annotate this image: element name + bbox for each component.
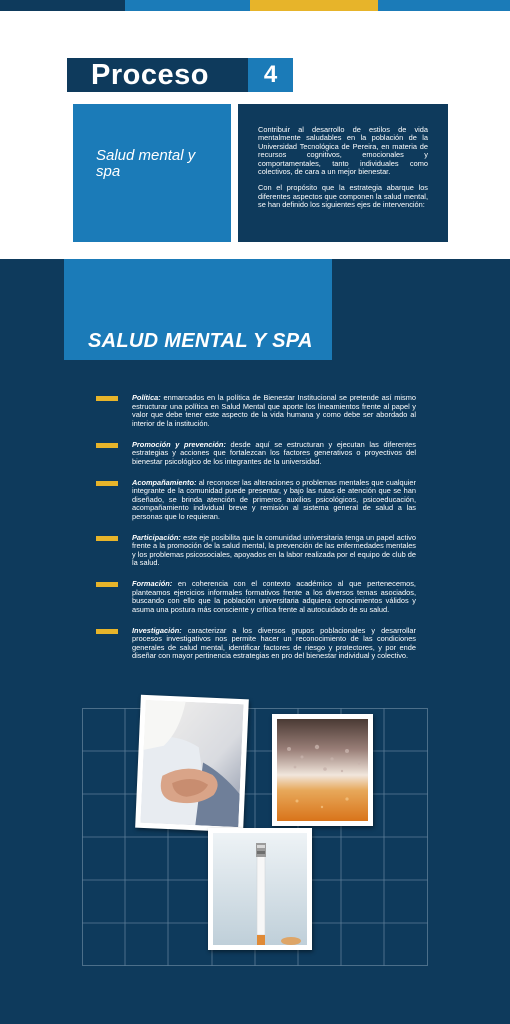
axis-text: desde aquí se estructuran y ejecutan las diferentes estrategias y acciones que fortalezcan los factores generativos o proyectivos del bienestar psicológico de los integrantes de la universidad. [132,439,416,466]
strip-segment-gold [250,0,378,11]
bullet-marker [96,536,118,541]
intro-paragraph-2: Con el propósito que la estrategia abarque los diferentes aspectos que componen la salud mental, se han definido los siguientes ejes de intervención: [258,183,428,210]
photo-cigarette [208,828,312,950]
hands-image [140,700,243,827]
bullet-marker [96,396,118,401]
bullet-marker [96,481,118,486]
bullet-marker [96,582,118,587]
list-item [96,534,416,568]
strip-segment-navy [0,0,125,11]
intervention-axes-list [96,394,416,661]
list-item [96,580,416,614]
list-item [96,441,416,467]
axis-text: en coherencia con el contexto académico al que pertenecemos, planteamos ejercicios informales formativos frente a los diversos temas asociados, buscando con ello que la población universitaria adquiera conocimientos válidos y asuma una postura más consciente y crítica frente al autocuidado de su salud. [132,579,416,614]
axis-text: enmarcados en la política de Bienestar Institucional se pretende así mismo estructurar una política en Salud Mental que aporte los lineamientos frente al papel y valor que debe tener este aspecto de la vida humana y como debe ser abordado al interior de la institución. [132,393,416,428]
page-title: Proceso [91,59,209,91]
top-color-strip [0,0,510,11]
section-title: SALUD MENTAL Y SPA [88,330,313,352]
strip-segment-blue-2 [378,0,510,11]
bullet-marker [96,443,118,448]
axis-term: Política: [132,393,161,402]
intro-paragraph-1: Contribuir al desarrollo de estilos de vida mentalmente saludables en la población de la Universidad Tecnológica de Pereira, en materia de recursos cognitivos, emocionales y comportamentales, tanto individuales como colectivos, de cara a un mejor bienestar. [258,125,428,177]
list-item [96,627,416,661]
axis-text: al reconocer las alteraciones o problemas mentales que cualquier integrante de la comunidad puede presentar, y bajo las rutas de atención que se han diseñado, se brinda atención de primeros auxilios psicológicos, psicoeducación, acompañamiento individual breve y remisión al sistema general de salud a las personas que lo requieran. [132,477,416,521]
axis-term: Acompañamiento: [132,477,197,487]
axis-term: Formación: [132,579,173,588]
strip-segment-blue [125,0,250,11]
list-item [96,479,416,522]
list-item [96,394,416,428]
axis-term: Participación: [132,532,181,542]
axis-term: Promoción y prevención: [132,439,226,449]
cigarette-image [213,833,307,945]
axis-term: Investigación: [132,625,182,635]
intro-text-card [238,104,448,242]
intro-label: Salud mental y spa [96,147,196,180]
axis-text: este eje posibilita que la comunidad universitaria tenga un papel activo frente a la promoción de la salud mental, la prevención de las enfermedades mentales y los problemas psicosociales, apoyados en la labor realizada por el equipo de club de la salud. [132,532,416,567]
process-number: 4 [248,58,293,92]
drink-image [277,719,368,821]
axis-text: caracterizar a los diversos grupos poblacionales y desarrollar procesos investigativos nos permite hacer un reconocimiento de las condiciones generales de salud mental, identificar factores de riesgo y protectores, y por ende diseñar con mayor pertinencia estrategias en pro del bienestar individual y colectivo. [132,625,416,660]
photo-drink [272,714,373,826]
bullet-marker [96,629,118,634]
photo-hands [135,695,249,833]
